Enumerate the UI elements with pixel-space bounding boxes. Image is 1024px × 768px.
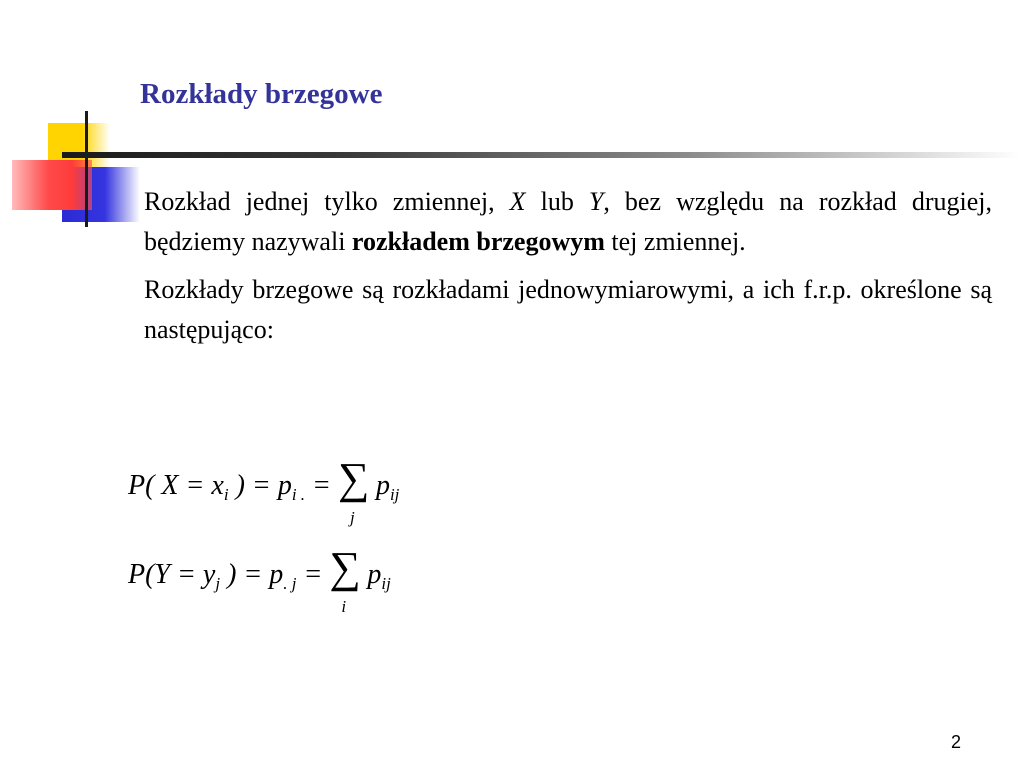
formula-rhs: p: [367, 559, 382, 590]
var-x: X: [509, 187, 526, 216]
text-run: Rozkład jednej tylko zmiennej,: [144, 187, 510, 216]
page-number: 2: [951, 732, 962, 752]
sum-symbol: ∑: [337, 454, 370, 503]
formula-sub: . j: [283, 574, 297, 593]
formula-mid: ) = p: [228, 470, 292, 501]
formula-lhs: P(Y = y: [128, 559, 216, 590]
sum-index: j: [349, 508, 355, 527]
formula-sub: i: [223, 485, 229, 504]
formula-rhs: p: [375, 470, 390, 501]
formula-sub: ij: [389, 485, 400, 504]
bold-term: rozkładem brzegowym: [351, 227, 605, 256]
sum-index: i: [341, 597, 347, 616]
formula-sub: i .: [291, 485, 306, 504]
paragraph-marginals: Rozkłady brzegowe są rozkładami jednowymiarowymi, a ich f.r.p. określone są następująco:: [144, 275, 992, 344]
body-text: [144, 182, 992, 358]
slide-title: Rozkłady brzegowe: [140, 78, 383, 110]
formula-sub: j: [215, 574, 221, 593]
formula-sub: ij: [381, 574, 391, 593]
formula-eq: =: [296, 559, 330, 590]
var-y: Y: [588, 187, 604, 216]
paragraph-definition: [144, 182, 992, 262]
text-run: tej zmiennej.: [604, 227, 746, 256]
decor-horizontal-rule: [62, 152, 1020, 158]
formula-lhs: P( X = x: [128, 470, 224, 501]
formula-mid: ) = p: [220, 559, 284, 590]
formula-eq: =: [305, 470, 338, 501]
decor-red-square: [12, 160, 92, 210]
text-run: , bez względu na rozkład drugiej, będziemy nazywali: [144, 187, 992, 256]
formula-marginal-x: [128, 454, 400, 527]
sum-symbol: ∑: [329, 543, 361, 592]
decor-vertical-line: [85, 111, 88, 227]
formula-marginal-y: [128, 543, 391, 616]
text-run: lub: [525, 187, 589, 216]
